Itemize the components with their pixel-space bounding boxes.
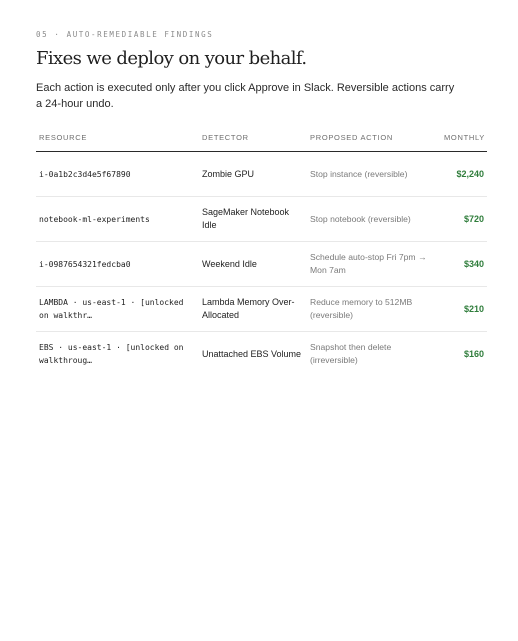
table-row <box>36 242 487 287</box>
resource-id: i-0987654321fedcba0 <box>36 242 199 287</box>
header-monthly: MONTHLY <box>433 124 487 152</box>
header-detector: DETECTOR <box>199 124 307 152</box>
resource-id: notebook-ml-experiments <box>36 197 199 242</box>
table-row <box>36 287 487 332</box>
proposed-action: Stop instance (reversible) <box>307 152 433 197</box>
monthly-amount: $2,240 <box>433 152 487 197</box>
proposed-action: Snapshot then delete (irreversible) <box>310 342 392 365</box>
detector-name: SageMaker Notebook Idle <box>199 197 307 242</box>
detector-name: Unattached EBS Volume <box>202 348 302 359</box>
detector-name: Zombie GPU <box>199 152 307 197</box>
section-title: Fixes we deploy on your behalf. <box>36 48 307 69</box>
header-resource: RESOURCE <box>36 124 199 152</box>
monthly-amount: $160 <box>463 349 484 359</box>
monthly-amount: $720 <box>433 197 487 242</box>
table-header-row <box>36 124 487 152</box>
proposed-action: Reduce memory to 512MB (reversible) <box>307 287 433 332</box>
resource-id: LAMBDA · us-east-1 · [unlocked on walkthr… <box>36 287 199 332</box>
table-row <box>36 197 487 242</box>
findings-table <box>36 124 487 376</box>
section-intro: Each action is executed only after you click Approve in Slack. Reversible actions carry a 24-hour undo. <box>36 82 455 110</box>
section-eyebrow: 05 · AUTO-REMEDIABLE FINDINGS <box>36 30 214 39</box>
detector-name: Weekend Idle <box>199 242 307 287</box>
monthly-amount: $210 <box>433 287 487 332</box>
proposed-action: Schedule auto-stop Fri 7pm → Mon 7am <box>307 242 433 287</box>
resource-id: i-0a1b2c3d4e5f67890 <box>36 152 199 197</box>
table-row <box>36 332 487 377</box>
header-action: PROPOSED ACTION <box>307 124 433 152</box>
proposed-action: Stop notebook (reversible) <box>307 197 433 242</box>
monthly-amount: $340 <box>433 242 487 287</box>
detector-name: Lambda Memory Over-Allocated <box>199 287 307 332</box>
resource-id: EBS · us-east-1 · [unlocked on walkthroug… <box>39 343 184 365</box>
table-row <box>36 152 487 197</box>
